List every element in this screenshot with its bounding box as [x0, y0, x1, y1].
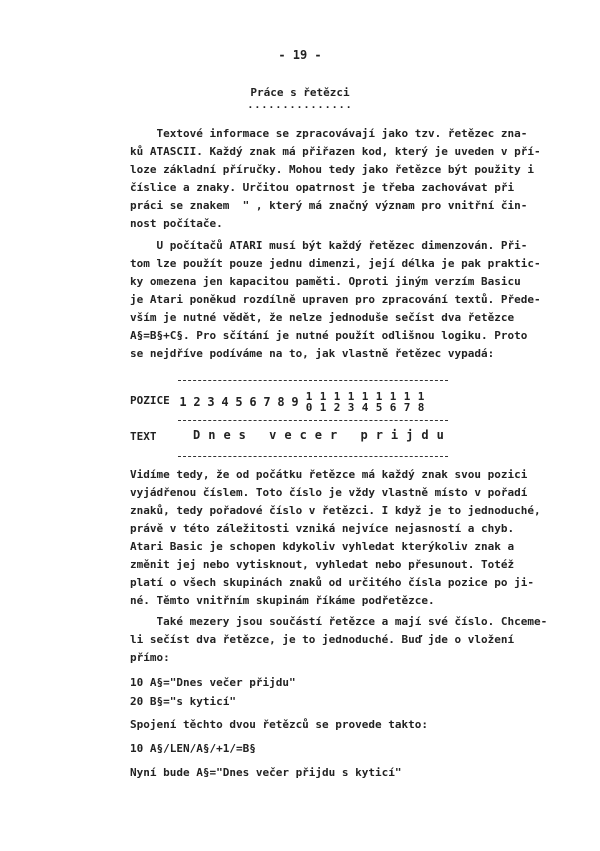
- table-rule-top: [178, 380, 448, 381]
- text-label: TEXT: [130, 430, 157, 443]
- text-line: nost počítače.: [130, 217, 223, 230]
- page-number: - 19 -: [278, 48, 322, 62]
- position-digit-double: 1 8: [417, 390, 425, 414]
- section-title: Práce s řetězci: [250, 86, 350, 99]
- text-line: Textové informace se zpracovávají jako tzv. řetězec zna-: [130, 127, 528, 140]
- join-sentence: Spojení těchto dvou řetězců se provede takto:: [130, 718, 429, 731]
- text-line: vyjádřenou číslem. Toto číslo je vždy vlastně místo v pořadí: [130, 486, 528, 499]
- table-rule-bottom: [178, 456, 448, 457]
- position-digit-double: 1 6: [389, 390, 397, 414]
- text-line: né. Těmto vnitřním skupinám říkáme podřetězce.: [130, 594, 435, 607]
- text-line: změnit jej nebo vytisknout, vyhledat nebo přesunout. Totéž: [130, 558, 515, 571]
- position-digit: 4: [221, 395, 229, 409]
- paragraph-1: [130, 125, 570, 233]
- position-digit-double: 1 4: [361, 390, 369, 414]
- table-rule-middle: [178, 420, 448, 421]
- text-line: je Atari poněkud rozdílně upraven pro zpracování textů. Přede-: [130, 293, 541, 306]
- position-digit-double: 1 7: [403, 390, 411, 414]
- position-digit-double: 1 5: [375, 390, 383, 414]
- position-digit: 7: [263, 395, 271, 409]
- position-digit: 3: [207, 395, 215, 409]
- code-line-1: 10 A§="Dnes večer přijdu": [130, 676, 296, 689]
- text-line: A§=B§+C§. Pro sčítání je nutné použít odlišnou logiku. Proto: [130, 329, 528, 342]
- text-line: U počítačů ATARI musí být každý řetězec dimenzován. Při-: [130, 239, 528, 252]
- pozice-label: POZICE: [130, 394, 170, 407]
- text-line: platí o všech skupinách znaků od určitého čísla pozice po ji-: [130, 576, 534, 589]
- position-digit-double: 1 3: [347, 390, 355, 414]
- text-line: přímo:: [130, 651, 170, 664]
- text-line: Atari Basic je schopen kdykoliv vyhledat kterýkoliv znak a: [130, 540, 515, 553]
- text-line: právě v této záležitosti vzniká nejvíce nejasností a chyb.: [130, 522, 515, 535]
- position-digit-double: 1 0: [305, 390, 313, 414]
- text-line: ků ATASCII. Každý znak má přiřazen kod, který je uveden v pří-: [130, 145, 541, 158]
- text-line: li sečíst dva řetězce, je to jednoduché. Buď jde o vložení: [130, 633, 515, 646]
- position-digit: 5: [235, 395, 243, 409]
- position-digit-double: 1 2: [333, 390, 341, 414]
- position-digit: 9: [291, 395, 299, 409]
- text-line: znaků, tedy pořadové číslo v řetězci. I když je to jednoduché,: [130, 504, 541, 517]
- result-sentence: Nyní bude A§="Dnes večer přijdu s kyticí": [130, 766, 402, 779]
- position-digit: 1: [179, 395, 187, 409]
- text-line: loze základní příručky. Mohou tedy jako řetězce být použity i: [130, 163, 534, 176]
- text-line: se nejdříve podíváme na to, jak vlastně řetězec vypadá:: [130, 347, 495, 360]
- position-digit-double: 1 1: [319, 390, 327, 414]
- position-digit: 6: [249, 395, 257, 409]
- position-digit: 2: [193, 395, 201, 409]
- text-line: Vidíme tedy, že od počátku řetězce má každý znak svou pozici: [130, 468, 528, 481]
- code-line-3: 10 A§/LEN/A§/+1/=B§: [130, 742, 256, 755]
- text-line: ky omezena jen kapacitou paměti. Oproti jiným verzím Basicu: [130, 275, 521, 288]
- text-line: vším je nutné vědět, že nelze jednoduše sečíst dva řetězce: [130, 311, 515, 324]
- paragraph-2: [130, 237, 570, 363]
- text-line: práci se znakem " , který má značný význam pro vnitřní čin-: [130, 199, 528, 212]
- text-line: tom lze použít pouze jednu dimenzi, její délka je pak praktic-: [130, 257, 541, 270]
- title-underline: ...............: [247, 100, 353, 111]
- text-line: číslice a znaky. Určitou opatrnost je třeba zachovávat při: [130, 181, 515, 194]
- text-line: Také mezery jsou součástí řetězce a mají své číslo. Chceme-: [130, 615, 548, 628]
- position-digit: 8: [277, 395, 285, 409]
- code-line-2: 20 B§="s kyticí": [130, 695, 236, 708]
- paragraph-4: [130, 613, 570, 667]
- paragraph-3: [130, 466, 570, 610]
- text-chars: Dnes vecer prijdu: [193, 428, 452, 442]
- position-digits: [176, 390, 428, 414]
